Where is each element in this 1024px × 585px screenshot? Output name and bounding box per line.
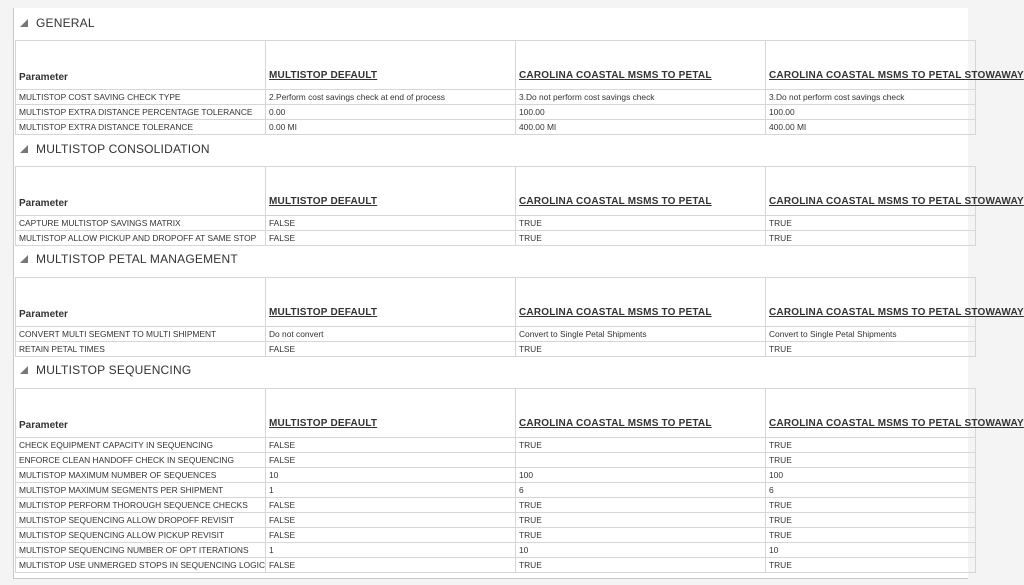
- table-row: [16, 453, 976, 468]
- value-cell: TRUE: [766, 453, 976, 468]
- value-cell: 10: [516, 543, 766, 558]
- value-cell: 6: [516, 483, 766, 498]
- value-cell: TRUE: [516, 498, 766, 513]
- value-cell: 3.Do not perform cost savings check: [516, 90, 766, 105]
- section-title: MULTISTOP CONSOLIDATION: [36, 142, 210, 156]
- section-header-sequencing[interactable]: [14, 360, 191, 380]
- column-header-carolina-petal[interactable]: CAROLINA COASTAL MSMS TO PETAL: [516, 389, 766, 438]
- section-header-general[interactable]: [14, 13, 95, 33]
- table-row: [16, 327, 976, 342]
- value-cell: 2.Perform cost savings check at end of process: [266, 90, 516, 105]
- parameter-cell: MULTISTOP ALLOW PICKUP AND DROPOFF AT SAME STOP: [16, 231, 266, 246]
- parameter-cell: MULTISTOP PERFORM THOROUGH SEQUENCE CHECKS: [16, 498, 266, 513]
- value-cell: TRUE: [516, 438, 766, 453]
- value-cell: FALSE: [266, 216, 516, 231]
- value-cell: FALSE: [266, 342, 516, 357]
- value-cell: FALSE: [266, 438, 516, 453]
- table-row: [16, 120, 976, 135]
- table-row: [16, 231, 976, 246]
- value-cell: FALSE: [266, 498, 516, 513]
- value-cell: 100.00: [766, 105, 976, 120]
- value-cell: TRUE: [766, 558, 976, 573]
- value-cell: TRUE: [516, 513, 766, 528]
- parameter-cell: CAPTURE MULTISTOP SAVINGS MATRIX: [16, 216, 266, 231]
- general-table: [15, 40, 1024, 135]
- section-title: GENERAL: [36, 16, 95, 30]
- value-cell: TRUE: [766, 513, 976, 528]
- value-cell: FALSE: [266, 513, 516, 528]
- table-row: [16, 513, 976, 528]
- collapse-triangle-icon[interactable]: [20, 366, 28, 374]
- table-row: [16, 468, 976, 483]
- value-cell: TRUE: [516, 528, 766, 543]
- column-header-multistop-default[interactable]: MULTISTOP DEFAULT: [266, 389, 516, 438]
- parameter-cell: MULTISTOP MAXIMUM SEGMENTS PER SHIPMENT: [16, 483, 266, 498]
- table-row: [16, 543, 976, 558]
- value-cell: FALSE: [266, 231, 516, 246]
- parameter-cell: MULTISTOP SEQUENCING NUMBER OF OPT ITERATIONS: [16, 543, 266, 558]
- value-cell: TRUE: [766, 498, 976, 513]
- parameter-cell: RETAIN PETAL TIMES: [16, 342, 266, 357]
- value-cell: 0.00 MI: [266, 120, 516, 135]
- value-cell: TRUE: [516, 342, 766, 357]
- parameter-cell: MULTISTOP SEQUENCING ALLOW DROPOFF REVISIT: [16, 513, 266, 528]
- column-header-carolina-petal[interactable]: CAROLINA COASTAL MSMS TO PETAL: [516, 167, 766, 216]
- table-row: [16, 216, 976, 231]
- value-cell: 100: [516, 468, 766, 483]
- value-cell: TRUE: [766, 216, 976, 231]
- value-cell: 1: [266, 543, 516, 558]
- collapse-triangle-icon[interactable]: [20, 145, 28, 153]
- column-header-carolina-petal[interactable]: CAROLINA COASTAL MSMS TO PETAL: [516, 41, 766, 90]
- value-cell: [516, 453, 766, 468]
- value-cell: 400.00 MI: [766, 120, 976, 135]
- parameter-report-panel: [13, 8, 1024, 579]
- table-row: [16, 498, 976, 513]
- value-cell: TRUE: [766, 438, 976, 453]
- value-cell: 10: [266, 468, 516, 483]
- column-header-carolina-petal-stowaway[interactable]: CAROLINA COASTAL MSMS TO PETAL STOWAWAY: [766, 41, 976, 90]
- value-cell: 400.00 MI: [516, 120, 766, 135]
- parameter-cell: MULTISTOP USE UNMERGED STOPS IN SEQUENCING LOGIC: [16, 558, 266, 573]
- petal-management-table: [15, 277, 1024, 357]
- table-row: [16, 528, 976, 543]
- parameter-cell: ENFORCE CLEAN HANDOFF CHECK IN SEQUENCING: [16, 453, 266, 468]
- parameter-cell: CHECK EQUIPMENT CAPACITY IN SEQUENCING: [16, 438, 266, 453]
- value-cell: 6: [766, 483, 976, 498]
- section-header-petal-management[interactable]: [14, 249, 238, 269]
- collapse-triangle-icon[interactable]: [20, 255, 28, 263]
- collapse-triangle-icon[interactable]: [20, 19, 28, 27]
- table-row: [16, 90, 976, 105]
- table-row: [16, 558, 976, 573]
- parameter-cell: MULTISTOP EXTRA DISTANCE PERCENTAGE TOLERANCE: [16, 105, 266, 120]
- section-title: MULTISTOP SEQUENCING: [36, 363, 192, 377]
- section-header-consolidation[interactable]: [14, 139, 210, 159]
- parameter-cell: MULTISTOP COST SAVING CHECK TYPE: [16, 90, 266, 105]
- value-cell: 100: [766, 468, 976, 483]
- column-header-parameter: Parameter: [16, 41, 266, 90]
- column-header-carolina-petal[interactable]: CAROLINA COASTAL MSMS TO PETAL: [516, 278, 766, 327]
- table-row: [16, 438, 976, 453]
- parameter-cell: MULTISTOP MAXIMUM NUMBER OF SEQUENCES: [16, 468, 266, 483]
- value-cell: TRUE: [766, 231, 976, 246]
- column-header-multistop-default[interactable]: MULTISTOP DEFAULT: [266, 41, 516, 90]
- column-header-carolina-petal-stowaway[interactable]: CAROLINA COASTAL MSMS TO PETAL STOWAWAY: [766, 167, 976, 216]
- table-row: [16, 105, 976, 120]
- column-header-multistop-default[interactable]: MULTISTOP DEFAULT: [266, 167, 516, 216]
- consolidation-table: [15, 166, 1024, 246]
- value-cell: TRUE: [516, 558, 766, 573]
- value-cell: FALSE: [266, 453, 516, 468]
- value-cell: 1: [266, 483, 516, 498]
- column-header-carolina-petal-stowaway[interactable]: CAROLINA COASTAL MSMS TO PETAL STOWAWAY: [766, 389, 976, 438]
- column-header-carolina-petal-stowaway[interactable]: CAROLINA COASTAL MSMS TO PETAL STOWAWAY: [766, 278, 976, 327]
- parameter-cell: CONVERT MULTI SEGMENT TO MULTI SHIPMENT: [16, 327, 266, 342]
- value-cell: FALSE: [266, 558, 516, 573]
- parameter-cell: MULTISTOP EXTRA DISTANCE TOLERANCE: [16, 120, 266, 135]
- value-cell: Convert to Single Petal Shipments: [516, 327, 766, 342]
- value-cell: TRUE: [766, 528, 976, 543]
- value-cell: FALSE: [266, 528, 516, 543]
- value-cell: 100.00: [516, 105, 766, 120]
- value-cell: Do not convert: [266, 327, 516, 342]
- sequencing-table: [15, 388, 1024, 573]
- value-cell: TRUE: [766, 342, 976, 357]
- table-row: [16, 483, 976, 498]
- value-cell: 0.00: [266, 105, 516, 120]
- table-row: [16, 342, 976, 357]
- value-cell: Convert to Single Petal Shipments: [766, 327, 976, 342]
- column-header-parameter: Parameter: [16, 278, 266, 327]
- parameter-cell: MULTISTOP SEQUENCING ALLOW PICKUP REVISIT: [16, 528, 266, 543]
- value-cell: TRUE: [516, 216, 766, 231]
- column-header-multistop-default[interactable]: MULTISTOP DEFAULT: [266, 278, 516, 327]
- value-cell: TRUE: [516, 231, 766, 246]
- value-cell: 10: [766, 543, 976, 558]
- section-title: MULTISTOP PETAL MANAGEMENT: [36, 252, 238, 266]
- value-cell: 3.Do not perform cost savings check: [766, 90, 976, 105]
- column-header-parameter: Parameter: [16, 389, 266, 438]
- column-header-parameter: Parameter: [16, 167, 266, 216]
